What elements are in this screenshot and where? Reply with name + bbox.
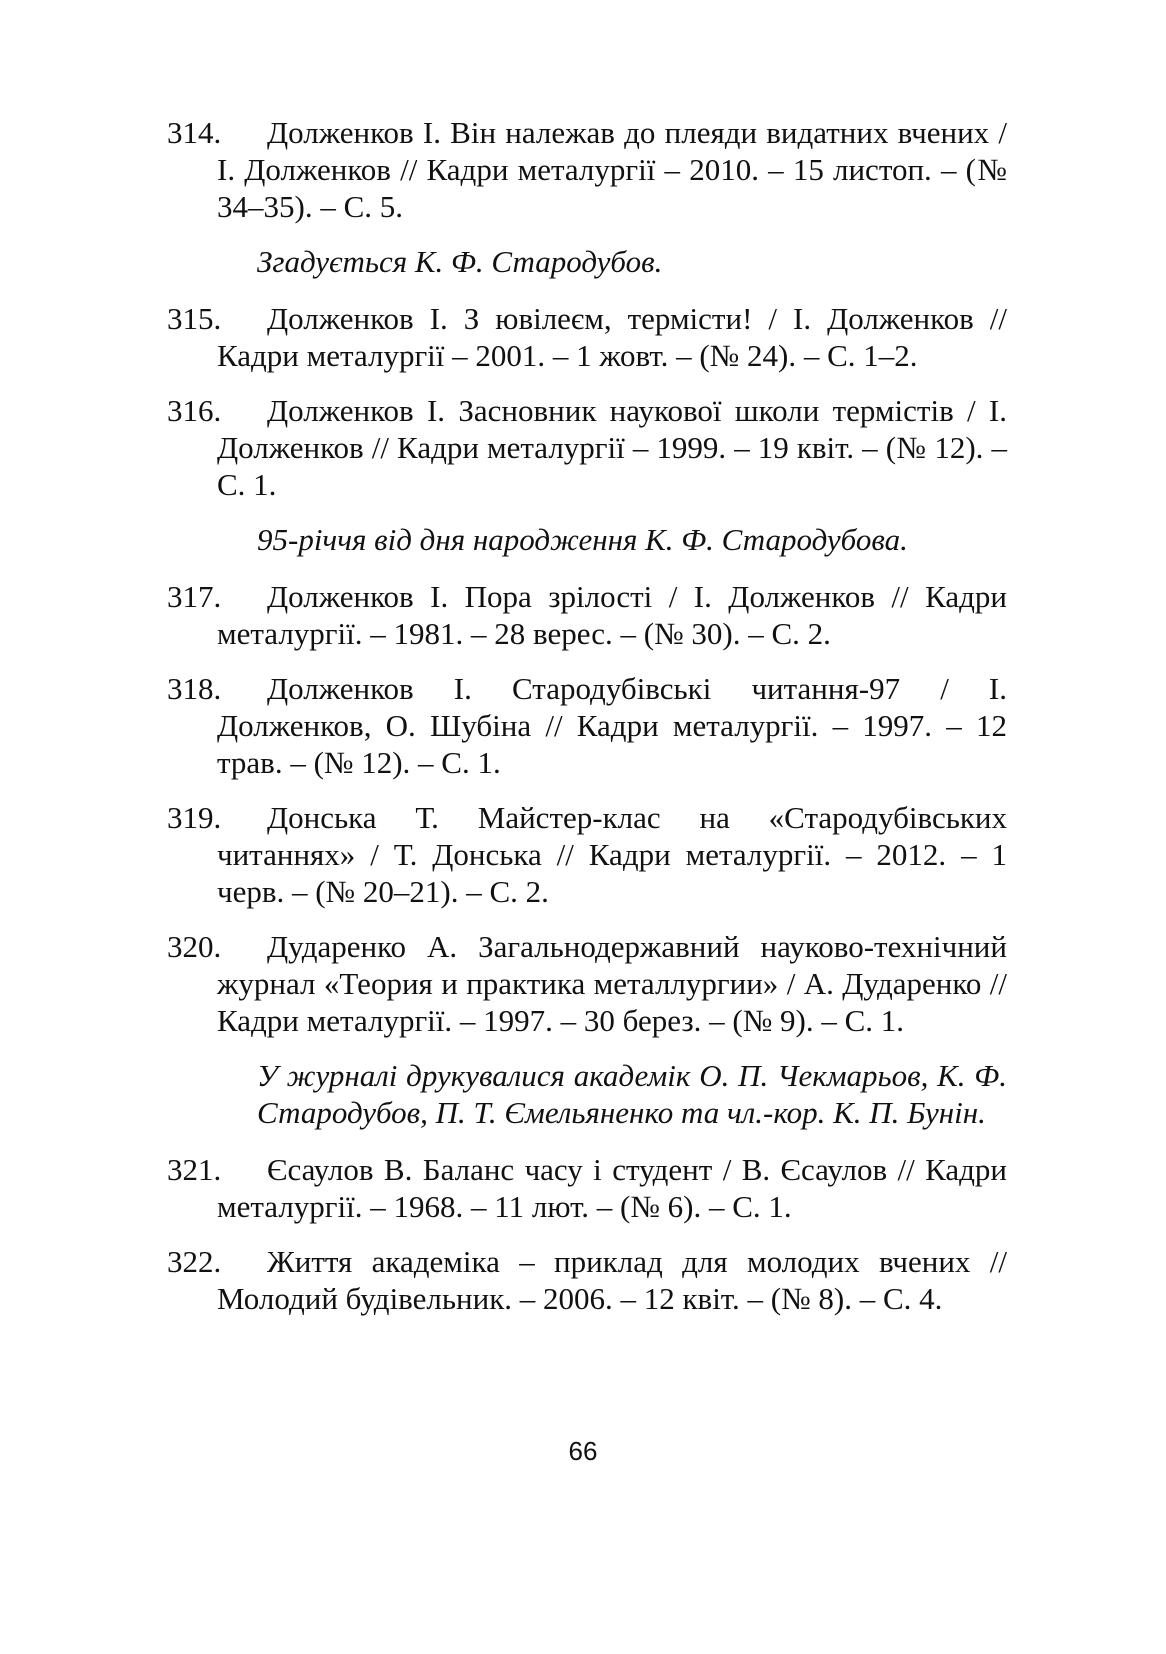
entry-text: Долженков І. Він належав до плеяди видатних вчених / І. Долженков // Кадри металургії – 2010. – 15 листоп. – (№ 34–35). – С. 5. — [217, 115, 1007, 224]
entry-text: Долженков І. З ювілеєм, термісти! / І. Долженков // Кадри металургії – 2001. – 1 жовт. – (№ 24). – С. 1–2. — [217, 301, 1007, 373]
entry-text: Донська Т. Майстер-клас на «Стародубівських читаннях» / Т. Донська // Кадри металургії. – 2012. – 1 черв. – (№ 20–21). – С. 2. — [217, 800, 1007, 909]
bibliography-entry — [167, 1151, 1007, 1225]
entry-text: Долженков І. Пора зрілості / І. Долженков // Кадри металургії. – 1981. – 28 верес. – (№ 30). – С. 2. — [217, 579, 1007, 651]
entry-text: Життя академіка – приклад для молодих вчених // Молодий будівельник. – 2006. – 12 квіт. – (№ 8). – С. 4. — [217, 1244, 1007, 1316]
bibliography-entry — [167, 670, 1007, 781]
bibliography-entry — [167, 114, 1007, 225]
entry-text: Дударенко А. Загальнодержавний науково-технічний журнал «Теория и практика металлургии» / А. Дударенко // Кадри металургії. – 1997. – 30 берез. – (№ 9). – С. 1. — [217, 929, 1007, 1038]
entry-text: Єсаулов В. Баланс часу і студент / В. Єсаулов // Кадри металургії. – 1968. – 11 лют. – (№ 6). – С. 1. — [217, 1152, 1007, 1224]
entry-number: 320. — [167, 929, 222, 964]
bibliography-entry — [167, 392, 1007, 503]
entry-text: Долженков І. Стародубівські читання-97 / І. Долженков, О. Шубіна // Кадри металургії. – 1997. – 12 трав. – (№ 12). – С. 1. — [217, 671, 1007, 780]
page-number: 66 — [568, 1436, 598, 1466]
bibliography-entry — [167, 928, 1007, 1039]
entry-number: 321. — [167, 1152, 222, 1187]
entry-note: Згадується К. Ф. Стародубов. — [257, 244, 663, 279]
entry-number: 315. — [167, 301, 222, 336]
entry-number: 317. — [167, 579, 222, 614]
entry-number: 314. — [167, 115, 222, 150]
entry-note: 95-річчя від дня народження К. Ф. Стародубова. — [257, 522, 908, 557]
bibliography-entry — [167, 799, 1007, 910]
entry-note: У журналі друкувалися академік О. П. Чекмарьов, К. Ф. Стародубов, П. Т. Ємельяненко та чл.-кор. К. П. Бунін. — [257, 1058, 1007, 1130]
bibliography-entry — [167, 300, 1007, 374]
entry-number: 316. — [167, 393, 222, 428]
bibliography-list — [167, 114, 1007, 1335]
bibliography-entry — [167, 1243, 1007, 1317]
bibliography-entry — [167, 578, 1007, 652]
entry-number: 318. — [167, 671, 222, 706]
entry-number: 322. — [167, 1244, 222, 1279]
entry-number: 319. — [167, 800, 222, 835]
entry-text: Долженков І. Засновник наукової школи термістів / І. Долженков // Кадри металургії – 1999. – 19 квіт. – (№ 12). – С. 1. — [217, 393, 1007, 502]
